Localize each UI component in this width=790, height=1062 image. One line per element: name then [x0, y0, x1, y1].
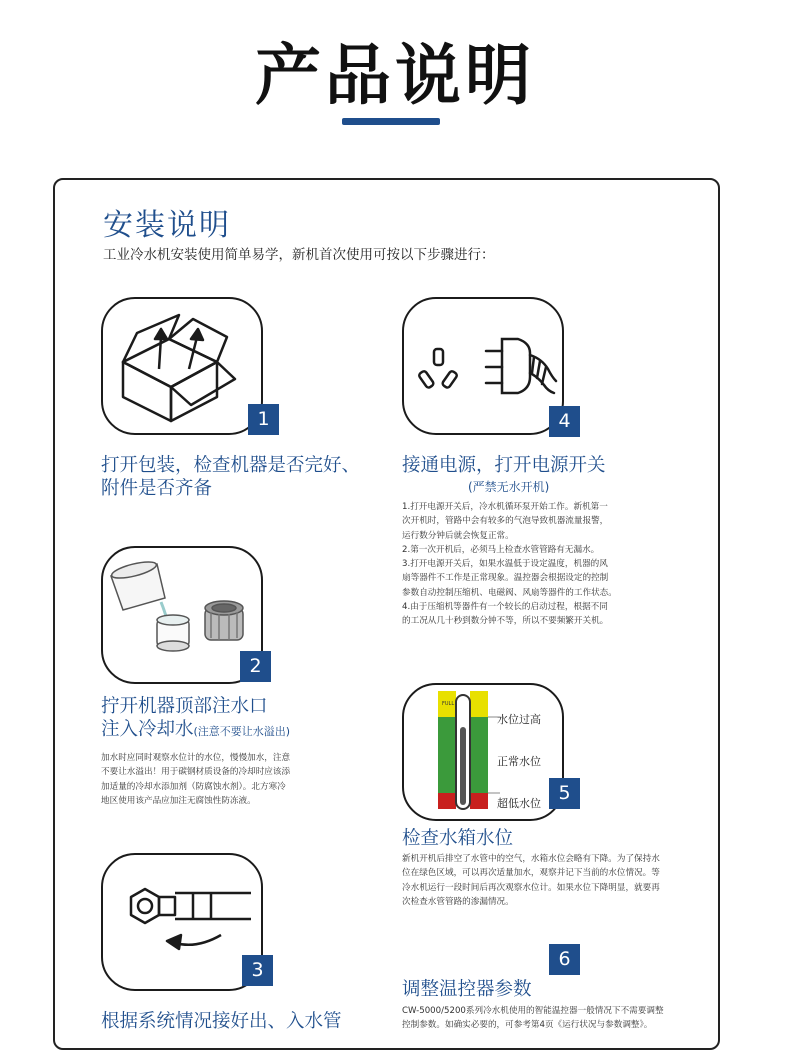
step4-warning-note: (严禁无水开机) — [468, 480, 550, 494]
step6-desc-line: 控制参数。如确实必要的，可参考第4页《运行状况与参数调整》。 — [402, 1020, 653, 1031]
step6-desc-line: CW-5000/5200系列冷水机使用的智能温控器一般情况下不需要调整 — [402, 1006, 664, 1016]
step5-description — [402, 852, 660, 909]
step5-illustration — [402, 683, 564, 821]
page-title: 产品说明 — [255, 37, 535, 114]
gauge-label-normal: 正常水位 — [497, 755, 541, 768]
step2-number-badge: 2 — [240, 651, 271, 682]
step4-illustration — [402, 297, 564, 435]
step2-desc-line: 加适量的冷却水添加剂（防腐蚀水剂）。北方寒冷 — [101, 781, 286, 792]
step3-illustration — [101, 853, 263, 991]
step3-title: 根据系统情况接好出、入水管 — [101, 1011, 342, 1032]
power-plug-icon — [402, 297, 564, 435]
step1-number-badge: 1 — [248, 404, 279, 435]
step2-title-main: 注入冷却水 — [101, 719, 194, 740]
step5-desc-line: 次检查水管管路的渗漏情况。 — [402, 896, 514, 907]
title-underline — [342, 118, 440, 125]
step4-desc-line: 次开机时，管路中会有较多的气泡导致机器流量报警， — [402, 516, 609, 527]
step5-number-badge: 5 — [549, 778, 580, 809]
gauge-label-low: 超低水位 — [497, 797, 541, 810]
step5-desc-line: 新机开机后排空了水管中的空气，水箱水位会略有下降。为了保持水 — [402, 854, 660, 864]
step2-warning-note: (注意不要让水溢出) — [193, 725, 291, 738]
step6-title: 调整温控器参数 — [402, 979, 532, 1000]
open-box-icon — [101, 297, 263, 435]
section-intro: 工业冷水机安装使用简单易学，新机首次使用可按以下步骤进行： — [103, 247, 495, 263]
step3-number-badge: 3 — [242, 955, 273, 986]
step2-title-line1: 拧开机器顶部注水口 — [101, 696, 268, 717]
step5-title: 检查水箱水位 — [402, 828, 514, 849]
step2-desc-line: 加水时应同时观察水位计的水位，慢慢加水，注意 — [101, 753, 291, 763]
step4-desc-line: 扇等器件不工作是正常现象。温控器会根据设定的控制 — [402, 573, 609, 584]
gauge-label-high: 水位过高 — [497, 713, 541, 726]
pour-water-icon — [101, 546, 263, 684]
step6-number-badge: 6 — [549, 944, 580, 975]
step4-title: 接通电源，打开电源开关 — [402, 455, 606, 476]
step2-description — [101, 751, 290, 808]
step5-desc-line: 位在绿色区域，可以再次适量加水，观察并记下当前的水位情况。等 — [402, 868, 660, 879]
step4-number-badge: 4 — [549, 406, 580, 437]
step2-title-line2 — [101, 718, 290, 744]
step2-illustration — [101, 546, 263, 684]
step4-desc-line: 3.打开电源开关后，如果水温低于设定温度，机器的风 — [402, 559, 608, 570]
step4-desc-line: 的工况从几十秒到数分钟不等，所以不要频繁开关机。 — [402, 616, 609, 627]
step6-description — [402, 1004, 664, 1033]
step2-desc-line: 不要让水溢出！用于碳钢材质设备的冷却时应该添 — [101, 767, 291, 778]
step4-desc-line: 运行数分钟后就会恢复正常。 — [402, 530, 514, 541]
water-pipe-connection-icon — [101, 853, 263, 991]
step2-desc-line: 地区使用该产品应加注无腐蚀性防冻液。 — [101, 795, 256, 806]
step1-illustration — [101, 297, 263, 435]
step1-title-line1: 打开包装，检查机器是否完好、 — [101, 455, 361, 476]
step4-desc-line: 1.打开电源开关后，冷水机循环泵开始工作。新机第一 — [402, 502, 608, 512]
step5-desc-line: 冷水机运行一段时间后再次观察水位计。如果水位下降明显，就要再 — [402, 882, 660, 893]
step4-desc-line: 参数自动控制压缩机、电磁阀、风扇等器件的工作状态。 — [402, 587, 617, 598]
step4-description — [402, 500, 617, 629]
step4-desc-line: 2.第一次开机后，必须马上检查水管管路有无漏水。 — [402, 544, 600, 555]
step4-desc-line: 4.由于压缩机等器件有一个较长的启动过程，根据不同 — [402, 602, 608, 613]
step1-title-line2: 附件是否齐备 — [101, 478, 213, 499]
section-title: 安装说明 — [103, 208, 231, 243]
gauge-full-label: FULL — [442, 701, 455, 707]
